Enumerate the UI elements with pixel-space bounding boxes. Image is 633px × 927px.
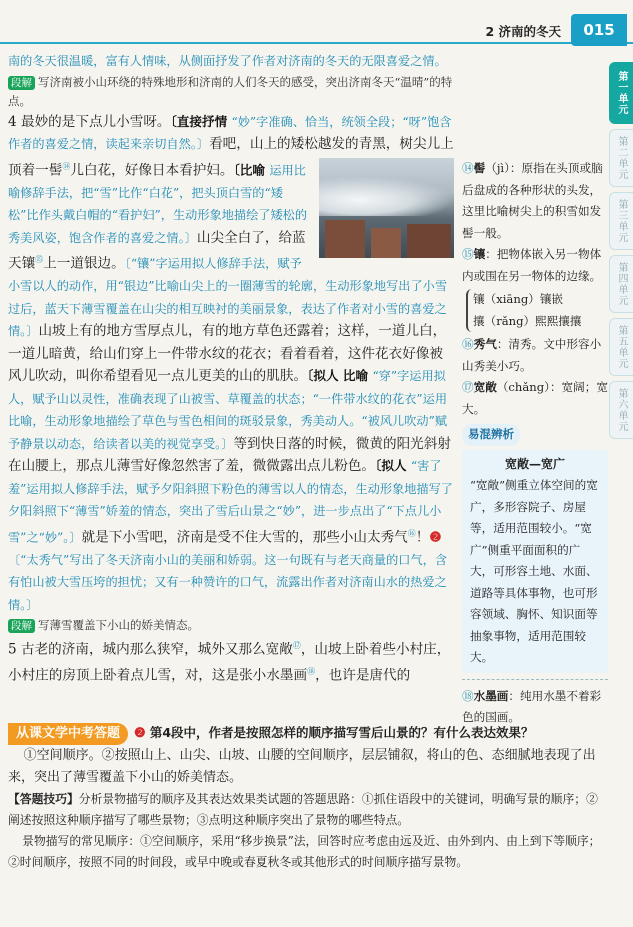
confusion-body: “宽敞”侧重立体空间的宽广，多形容院子、房屋等，适用范围较小。“宽广”侧重平面面积的广大，可形容土地、水面、道路等具体事物，也可形容领域、胸怀、知识面等抽象事物，适用范围较大。	[470, 478, 598, 664]
footnote-marker: ⑯	[407, 528, 416, 538]
p4-text: 山尖全白了，给蓝天镶	[8, 229, 306, 272]
tab-unit-6[interactable]: 第六单元	[609, 381, 633, 439]
footnote-marker: ⑰	[292, 641, 301, 651]
char-compare-line: 攘（rǎng）熙熙攘攘	[473, 313, 582, 328]
exam-question-line	[8, 722, 608, 745]
p4-text: 山坡上有的地方雪厚点儿，有的地方草色还露着；这样，一道儿白，一道儿暗黄，给山们穿上一件带水纹的花衣；看着看着，这件花衣好像被风儿吹动，叫你希望看见一点儿更美的山的肌肤。	[8, 323, 447, 385]
gist-badge: 段解	[8, 619, 35, 633]
p4-text: 等到快日落的时候，微黄的阳光斜射在山腰上，那点儿薄雪好像忽然害了羞，微微露出点儿粉色。	[8, 435, 451, 475]
exam-question: 第4段中，作者是按照怎样的顺序描写雪后山景的？有什么表达效果？	[149, 725, 534, 740]
tab-unit-1[interactable]: 第一单元	[609, 62, 633, 124]
p5-text: 5 古老的济南，城内那么狭窄，城外又那么宽敞	[8, 641, 293, 658]
tips-label: 【答题技巧】	[8, 792, 79, 806]
p4-text: ！	[415, 529, 430, 546]
tab-unit-4[interactable]: 第四单元	[609, 255, 633, 313]
annotation-note: 〔“太秀气”写出了冬天济南小山的美丽和娇弱。这一句既有与老天商量的口气，含有怕山被大雪压垮的担忧；又有一种赞许的口气，流露出作者对济南山水的热爱之情。〕	[8, 552, 448, 612]
glossary-item-15	[462, 244, 608, 287]
footnote-marker: ⑭	[62, 161, 71, 171]
glossary-item-16	[462, 334, 608, 377]
paragraph-gist-2	[8, 616, 454, 635]
footnote-marker: ⑱	[307, 667, 316, 677]
p4-text: 4 最妙的是下点儿小雪呀。	[8, 113, 171, 130]
main-text	[8, 50, 454, 687]
confusion-box	[462, 450, 608, 673]
p5-text: ，山坡上卧着些小村庄，小村庄的房顶上卧着点儿雪，对，这是张小水墨画	[8, 641, 451, 684]
exam-common-order: 景物描写的常见顺序：①空间顺序，采用“移步换景”法，回答时应考虑由远及近、由外到内、由上到下等顺序；②时间顺序，按照不同的时间段，或早中晚或春夏秋冬或其他形式的时间顺序描写景物。	[8, 834, 601, 869]
glossary-term: 镶	[473, 247, 486, 261]
confusion-label: 易混辨析	[462, 424, 520, 446]
glossary-definition: ：把物体嵌入另一物体内或围在另一物体的边缘。	[462, 247, 602, 283]
glossary-definition: ：清秀。文中形容小山秀美小巧。	[462, 337, 602, 373]
annotation-note: “害了羞”运用拟人修辞手法，赋予夕阳斜照下粉色的薄雪以人的情态，生动形象地描写了夕阳斜照下“薄雪”娇羞的情态，突出了雪后山景之“妙”，进一步点出了“下点儿小雪”之“妙”。〕	[8, 459, 453, 545]
glossary-number: ⑯	[462, 337, 474, 351]
paragraph-gist-1	[8, 73, 454, 111]
glossary-item-17	[462, 377, 608, 420]
exam-tips	[8, 789, 608, 831]
paragraph-5	[8, 635, 454, 687]
glossary-term: 水墨画	[473, 688, 509, 703]
glossary-number: ⑭	[462, 161, 474, 175]
p4-text: 看吧，山上的矮松越发的青黑，树尖儿上顶着一髻	[8, 136, 454, 179]
confusion-title: 宽敞—宽广	[504, 456, 565, 471]
annotation-tag: 〔拟人 比喻	[307, 368, 369, 384]
annotation-note: “穿”字运用拟人，赋予山以灵性，准确表现了山被雪、草覆盖的状态；“一件带水纹的花衣”运用比喻，生动形象地描绘了草色与雪色相间的斑驳景象，秀美动人。“被风儿吹动”赋予静景以动态，给读者以美的视觉享受。〕	[8, 369, 448, 451]
exam-tag: 从课文学中考答题	[8, 723, 128, 745]
annotation-tag: 〔直接抒情	[170, 113, 228, 129]
glossary-number: ⑱	[462, 688, 474, 703]
glossary-item-14	[462, 158, 608, 244]
question-marker: ❷	[429, 529, 442, 546]
p4-text: 就是下小雪吧，济南是受不住大雪的，那些小山太秀气	[81, 529, 408, 546]
exam-answer: ①空间顺序。②按照山上、山尖、山坡、山腰的空间顺序，层层铺叙，将山的色、态细腻地表现了出来，突出了薄雪覆盖下小山的娇美情态。	[8, 748, 596, 785]
question-number: ❷	[134, 726, 146, 741]
exam-section	[8, 722, 608, 873]
annotation-tag: 〔比喻	[233, 162, 265, 178]
p4-text: 上一道银边。	[43, 255, 125, 272]
glossary-definition: ：纯用水墨不着彩色的国画。	[462, 688, 602, 724]
glossary-term: 秀气	[473, 337, 497, 351]
unit-tabs	[609, 62, 633, 444]
glossary-definition: （jì）：原指在头顶或脑后盘成的各种形状的头发，这里比喻树尖上的积雪如发髻一般。	[462, 161, 603, 240]
annotation-note: 运用比喻修辞手法，把“雪”比作“白花”，把头顶白雪的“矮松”比作头戴白帽的“看护妇”，生动形象地描绘了矮松的秀美风姿，饱含作者的喜爱之情。〕	[8, 163, 308, 245]
tab-unit-2[interactable]: 第二单元	[609, 129, 633, 187]
footnote-marker: ⑮	[35, 255, 44, 265]
paragraph-4	[8, 111, 454, 617]
char-compare	[466, 289, 608, 332]
glossary-definition: （chǎng）：宽阔；宽大。	[462, 380, 608, 416]
gist-text: 写济南被小山环绕的特殊地形和济南的人们冬天的感受，突出济南冬天“温晴”的特点。	[8, 74, 453, 108]
glossary-number: ⑰	[462, 380, 474, 394]
p5-text: ，也许是唐代的	[315, 667, 411, 684]
tips-text: 分析景物描写的顺序及其表达效果类试题的答题思路：①抓住语段中的关键词，明确写景的顺序；②阐述按照这种顺序描写了哪些景物；③点明这种顺序突出了景物的哪些特点。	[8, 792, 598, 827]
annotation-note: 〔“镶”字运用拟人修辞手法，赋予小雪以人的动作，用“银边”比喻山尖上的一圈薄雪的轮廓，生动形象地写出了小雪过后，蓝天下薄雪覆盖在山尖的相互映衬的美丽景象，表达了作者对小雪的喜爱之情。〕	[8, 256, 448, 339]
annotation-note: “妙”字准确、恰当，统领全段；“呀”饱含作者的喜爱之情，读起来亲切自然。〕	[8, 114, 452, 151]
snow-mountain-photo	[319, 158, 454, 258]
glossary-term: 宽敞	[473, 380, 497, 394]
intro-note: 南的冬天很温暖，富有人情味，从侧面抒发了作者对济南的冬天的无限喜爱之情。	[8, 54, 447, 68]
tab-unit-3[interactable]: 第三单元	[609, 192, 633, 250]
chapter-title: 2 济南的冬天	[485, 24, 561, 39]
glossary-column	[462, 158, 608, 729]
char-compare-line: 镶（xiāng）镶嵌	[473, 292, 564, 306]
divider	[462, 679, 608, 680]
tab-unit-5[interactable]: 第五单元	[609, 318, 633, 376]
page-number: 015	[571, 14, 627, 46]
annotation-tag: 〔拟人	[375, 458, 407, 474]
p4-text: 儿白花，好像日本看护妇。	[70, 162, 234, 179]
gist-badge: 段解	[8, 76, 35, 90]
glossary-term: 髻	[473, 161, 486, 175]
glossary-number: ⑮	[462, 247, 474, 261]
gist-text: 写薄雪覆盖下小山的娇美情态。	[38, 618, 199, 633]
